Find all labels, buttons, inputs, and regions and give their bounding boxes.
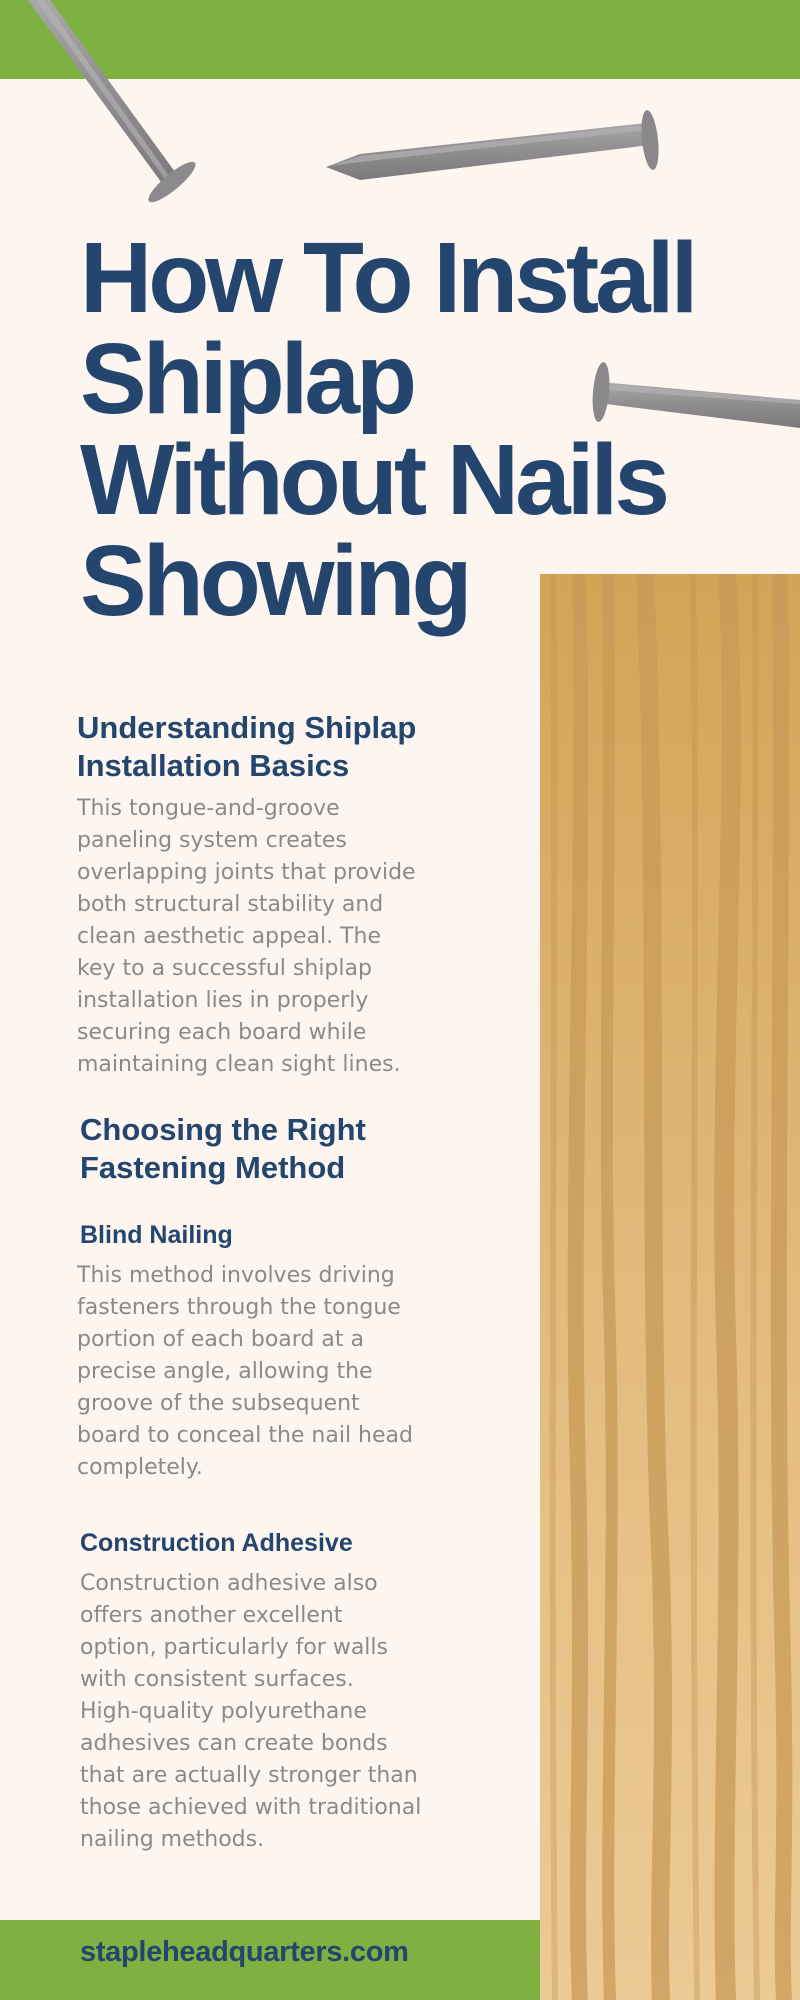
footer-site-url[interactable]: stapleheadquarters.com: [80, 1936, 409, 1968]
body-line: those achieved with traditional: [80, 1795, 422, 1820]
body-construction-adhesive: [80, 1568, 480, 1856]
body-line: precise angle, allowing the: [77, 1359, 373, 1384]
body-line: offers another excellent: [80, 1603, 343, 1628]
heading-line: Fastening Method: [80, 1150, 346, 1185]
body-line: This method involves driving: [77, 1263, 395, 1288]
body-line: installation lies in properly: [77, 988, 369, 1013]
body-line: clean aesthetic appeal. The: [77, 924, 382, 949]
section-body-understanding: [77, 793, 477, 1081]
body-line: securing each board while: [77, 1020, 367, 1045]
body-line: with consistent surfaces.: [80, 1667, 354, 1692]
heading-line: Choosing the Right: [80, 1112, 366, 1147]
body-line: Construction adhesive also: [80, 1571, 378, 1596]
body-line: This tongue-and-groove: [77, 796, 340, 821]
heading-line: Understanding Shiplap: [77, 710, 417, 745]
section-heading-fastening: [80, 1111, 480, 1187]
body-line: fasteners through the tongue: [77, 1295, 401, 1320]
body-line: maintaining clean sight lines.: [77, 1052, 401, 1077]
body-line: option, particularly for walls: [80, 1635, 388, 1660]
body-line: key to a successful shiplap: [77, 956, 372, 981]
section-heading-understanding: [77, 709, 477, 785]
nail-icon: [28, 0, 200, 207]
title-line: Without Nails: [80, 424, 666, 536]
subheading-blind-nailing: Blind Nailing: [80, 1221, 233, 1249]
body-line: both structural stability and: [77, 892, 384, 917]
body-line: portion of each board at a: [77, 1327, 364, 1352]
subheading-construction-adhesive: Construction Adhesive: [80, 1529, 353, 1557]
body-line: nailing methods.: [80, 1827, 265, 1852]
body-blind-nailing: [77, 1260, 477, 1484]
page-title: [80, 222, 760, 637]
nail-icon: [326, 109, 661, 180]
body-line: overlapping joints that provide: [77, 860, 416, 885]
title-line: How To Install: [80, 222, 695, 334]
title-line: Shiplap: [80, 323, 414, 435]
wood-plank-illustration: [540, 574, 800, 2000]
body-line: paneling system creates: [77, 828, 347, 853]
body-line: groove of the subsequent: [77, 1391, 360, 1416]
body-line: board to conceal the nail head: [77, 1423, 413, 1448]
body-line: that are actually stronger than: [80, 1763, 418, 1788]
body-line: High-quality polyurethane: [80, 1699, 367, 1724]
body-line: completely.: [77, 1455, 203, 1480]
title-line: Showing: [80, 525, 469, 637]
heading-line: Installation Basics: [77, 748, 350, 783]
body-line: adhesives can create bonds: [80, 1731, 388, 1756]
